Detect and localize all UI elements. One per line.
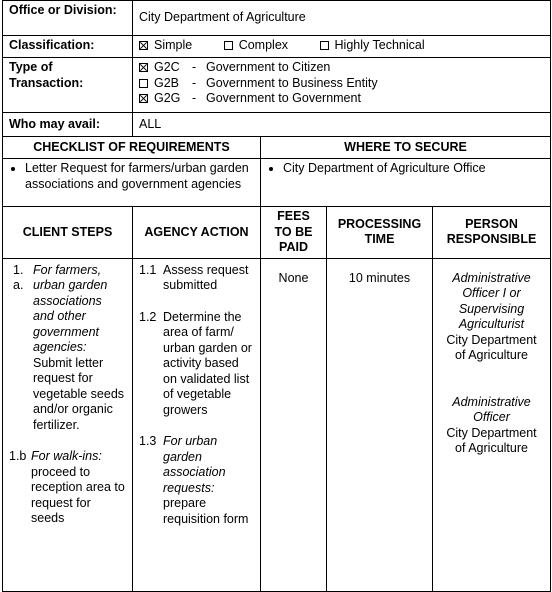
step-body: proceed to reception area to request for seeds: [31, 464, 125, 525]
requirements-cell: [3, 159, 261, 207]
option-complex-label: Complex: [238, 38, 289, 52]
agency-action-1-2: [139, 310, 254, 419]
step-number: 1. a.: [13, 262, 24, 292]
office-label: Office or Division:: [3, 1, 133, 36]
action-text: Assess request submitted: [163, 262, 249, 292]
columns-header-row: [3, 207, 551, 259]
checkbox-checked-icon: [139, 63, 148, 72]
checkbox-empty-icon: [224, 41, 233, 50]
process-row: [3, 258, 551, 591]
fees-cell: None: [261, 258, 327, 591]
transaction-label: Type of Transaction:: [3, 58, 133, 113]
classification-row: [3, 36, 551, 58]
action-italic: For urban garden association requests:: [163, 434, 226, 495]
citizens-charter-document: [2, 0, 550, 591]
step-body: Submit letter request for vegetable seeds and/or organic fertilizer.: [33, 355, 125, 432]
client-steps-header: CLIENT STEPS: [3, 207, 133, 259]
requirements-header: CHECKLIST OF REQUIREMENTS: [3, 137, 261, 159]
checklist-header-row: [3, 137, 551, 159]
action-text: [163, 434, 254, 527]
action-body: prepare requisition form: [163, 496, 249, 526]
where-to-secure-header: WHERE TO SECURE: [261, 137, 551, 159]
agency-action-1-1: [139, 263, 254, 294]
person-title: Administrative Officer: [452, 394, 531, 424]
office-row: [3, 1, 551, 36]
action-number: 1.2: [139, 309, 157, 324]
processing-time-cell: 10 minutes: [327, 258, 433, 591]
where-to-secure-cell: [261, 159, 551, 207]
client-steps-cell: [3, 258, 133, 591]
transaction-desc: Government to Business Entity: [206, 75, 378, 90]
step-text: [27, 263, 126, 434]
option-highly-technical-label: Highly Technical: [334, 38, 425, 52]
transaction-row: [3, 58, 551, 113]
step-number: 1.b: [9, 449, 27, 463]
step-italic: For farmers, urban garden associations and other government agencies:: [33, 262, 108, 354]
dash: -: [192, 91, 197, 105]
checkbox-empty-icon: [320, 41, 329, 50]
transaction-desc: Government to Government: [206, 91, 361, 105]
transaction-code: G2G: [154, 91, 181, 105]
transaction-desc: Government to Citizen: [206, 60, 331, 74]
agency-action-header: AGENCY ACTION: [133, 207, 261, 259]
option-simple[interactable]: [139, 38, 192, 54]
transaction-options: [133, 58, 551, 113]
checkbox-empty-icon: [139, 79, 148, 88]
who-may-avail-value: ALL: [133, 113, 551, 137]
agency-action-cell: [133, 258, 261, 591]
person-office: City Department of Agriculture: [446, 332, 537, 362]
transaction-code: G2C: [154, 60, 180, 74]
classification-options: [133, 36, 551, 58]
service-info-table: [2, 0, 551, 592]
person-responsible-header: PERSON RESPONSIBLE: [433, 207, 551, 259]
checkbox-checked-icon: [139, 41, 148, 50]
client-step-1a: [13, 263, 126, 434]
action-number: 1.1: [139, 262, 157, 277]
processing-time-header: PROCESSING TIME: [327, 207, 433, 259]
action-number: 1.3: [139, 434, 157, 448]
option-complex[interactable]: [224, 38, 288, 54]
who-may-avail-label: Who may avail:: [3, 113, 133, 137]
transaction-g2b[interactable]: [139, 76, 544, 92]
action-text: Determine the area of farm/ urban garden or activity based on validated list of vegetable growers: [163, 309, 252, 417]
dash: -: [192, 75, 197, 90]
classification-label: Classification:: [3, 36, 133, 58]
person-responsible-cell: [433, 258, 551, 591]
person-title: Administrative Officer I or Supervising Agriculturist: [452, 270, 531, 331]
step-italic: For walk-ins:: [31, 449, 102, 463]
person-1: [441, 271, 542, 364]
fees-header: FEES TO BE PAID: [261, 207, 327, 259]
checklist-row: [3, 159, 551, 207]
checkbox-checked-icon: [139, 94, 148, 103]
option-highly-technical[interactable]: [320, 38, 425, 54]
person-office: City Department of Agriculture: [446, 425, 537, 455]
agency-action-1-3: [139, 434, 254, 527]
client-step-1b: [9, 449, 126, 527]
requirement-item: • Letter Request for farmers/urban garden associations and government agencies: [25, 161, 254, 192]
where-item: • City Department of Agriculture Office: [283, 161, 544, 177]
transaction-code: G2B: [154, 75, 180, 90]
option-simple-label: Simple: [154, 38, 193, 52]
step-text: [27, 449, 126, 527]
person-2: [441, 395, 542, 457]
who-may-avail-row: [3, 113, 551, 137]
transaction-g2c[interactable]: [139, 60, 544, 76]
transaction-g2g[interactable]: [139, 91, 544, 107]
dash: -: [192, 60, 197, 74]
office-value: City Department of Agriculture: [133, 1, 551, 36]
